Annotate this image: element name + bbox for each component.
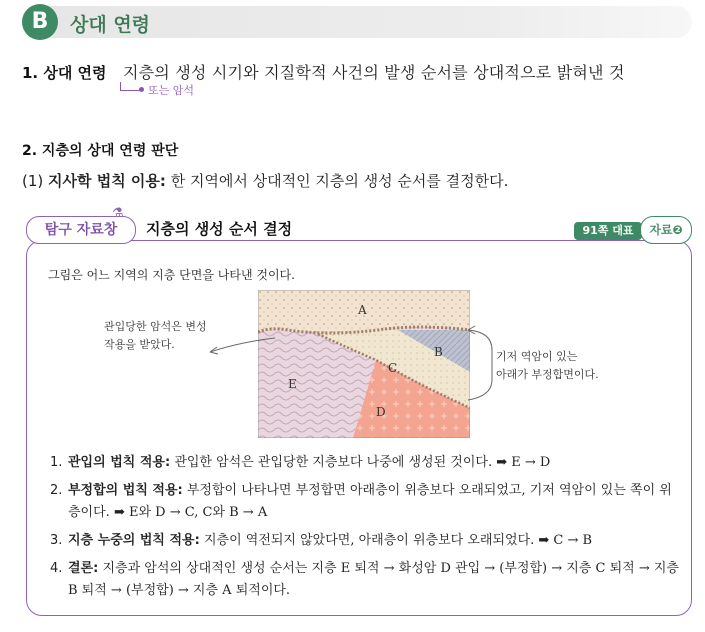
item-body: 부정합이 나타나면 부정합면 아래층이 위층보다 오래되었고, 기저 역암이 있는 쪽이 위층이다. ➡ E와 D → C, C와 B → A xyxy=(68,483,672,520)
item-number: (1) xyxy=(22,172,44,190)
flask-icon: ⚗ xyxy=(112,206,124,221)
note-pointer xyxy=(120,82,141,91)
section-title: 상대 연령 xyxy=(70,14,151,36)
note-dot-icon xyxy=(139,87,144,92)
item-body: 지층과 암석의 상대적인 생성 순서는 지층 E 퇴적 → 화성암 D 관입 → (부정합) → 지층 C 퇴적 → 지층 B 퇴적 → (부정합) → 지층 A 퇴적이다. xyxy=(68,561,679,598)
item-number: 1. xyxy=(50,455,63,470)
definition-text: 지층의 생성 시기와 지질학적 사건의 발생 순서를 상대적으로 밝혀낸 것 xyxy=(123,63,625,82)
figure-intro: 그림은 어느 지역의 지층 단면을 나타낸 것이다. xyxy=(48,268,295,282)
annotation-line: 아래가 부정합면이다. xyxy=(496,368,599,381)
label-E: E xyxy=(288,377,297,391)
list-item xyxy=(50,558,680,602)
resource-badge: 자료❷ xyxy=(640,216,692,244)
label-B: B xyxy=(434,345,443,359)
panel-tab-label: 탐구 자료창 xyxy=(44,222,118,238)
item-number: 4. xyxy=(50,561,63,576)
subsection-heading: 2. 지층의 상대 연령 판단 xyxy=(22,143,179,159)
arrow-left xyxy=(200,334,280,364)
item-head: 지층 누중의 법칙 적용: xyxy=(68,533,200,548)
list-item xyxy=(50,452,680,474)
law-list xyxy=(50,452,680,608)
annotation-line: 관입당한 암석은 변성 xyxy=(104,320,207,333)
list-item xyxy=(50,530,680,552)
item-number: 3. xyxy=(50,533,63,548)
panel-title: 지층의 생성 순서 결정 xyxy=(146,220,293,238)
item-head: 부정합의 법칙 적용: xyxy=(68,483,183,498)
item-head: 지사학 법칙 이용: xyxy=(48,172,166,190)
annotation-unconformity xyxy=(496,348,599,384)
item-number: 2. xyxy=(50,483,63,498)
cross-section-diagram xyxy=(258,290,470,438)
page-reference: 91쪽 대표 xyxy=(574,222,642,240)
label-D: D xyxy=(376,405,386,419)
item-body: 관입한 암석은 관입당한 지층보다 나중에 생성된 것이다. ➡ E → D xyxy=(174,455,551,470)
section-badge: B xyxy=(22,4,58,40)
item-body: 한 지역에서 상대적인 지층의 생성 순서를 결정한다. xyxy=(170,172,509,190)
annotation-line: 작용을 받았다. xyxy=(104,338,175,351)
item-head: 결론: xyxy=(68,561,99,576)
item-head: 관입의 법칙 적용: xyxy=(68,455,171,470)
annotation-line: 기저 역암이 있는 xyxy=(496,350,578,363)
annotation-metamorphism xyxy=(104,318,207,354)
list-item xyxy=(50,480,680,524)
item-body: 지층이 역전되지 않았다면, 아래층이 위층보다 오래되었다. ➡ C → B xyxy=(203,533,593,548)
definition-label: 1. 상대 연령 xyxy=(22,64,107,82)
label-C: C xyxy=(388,361,398,375)
label-A: A xyxy=(358,303,367,317)
side-note: 또는 암석 xyxy=(148,84,195,97)
subsection-item xyxy=(22,170,508,191)
